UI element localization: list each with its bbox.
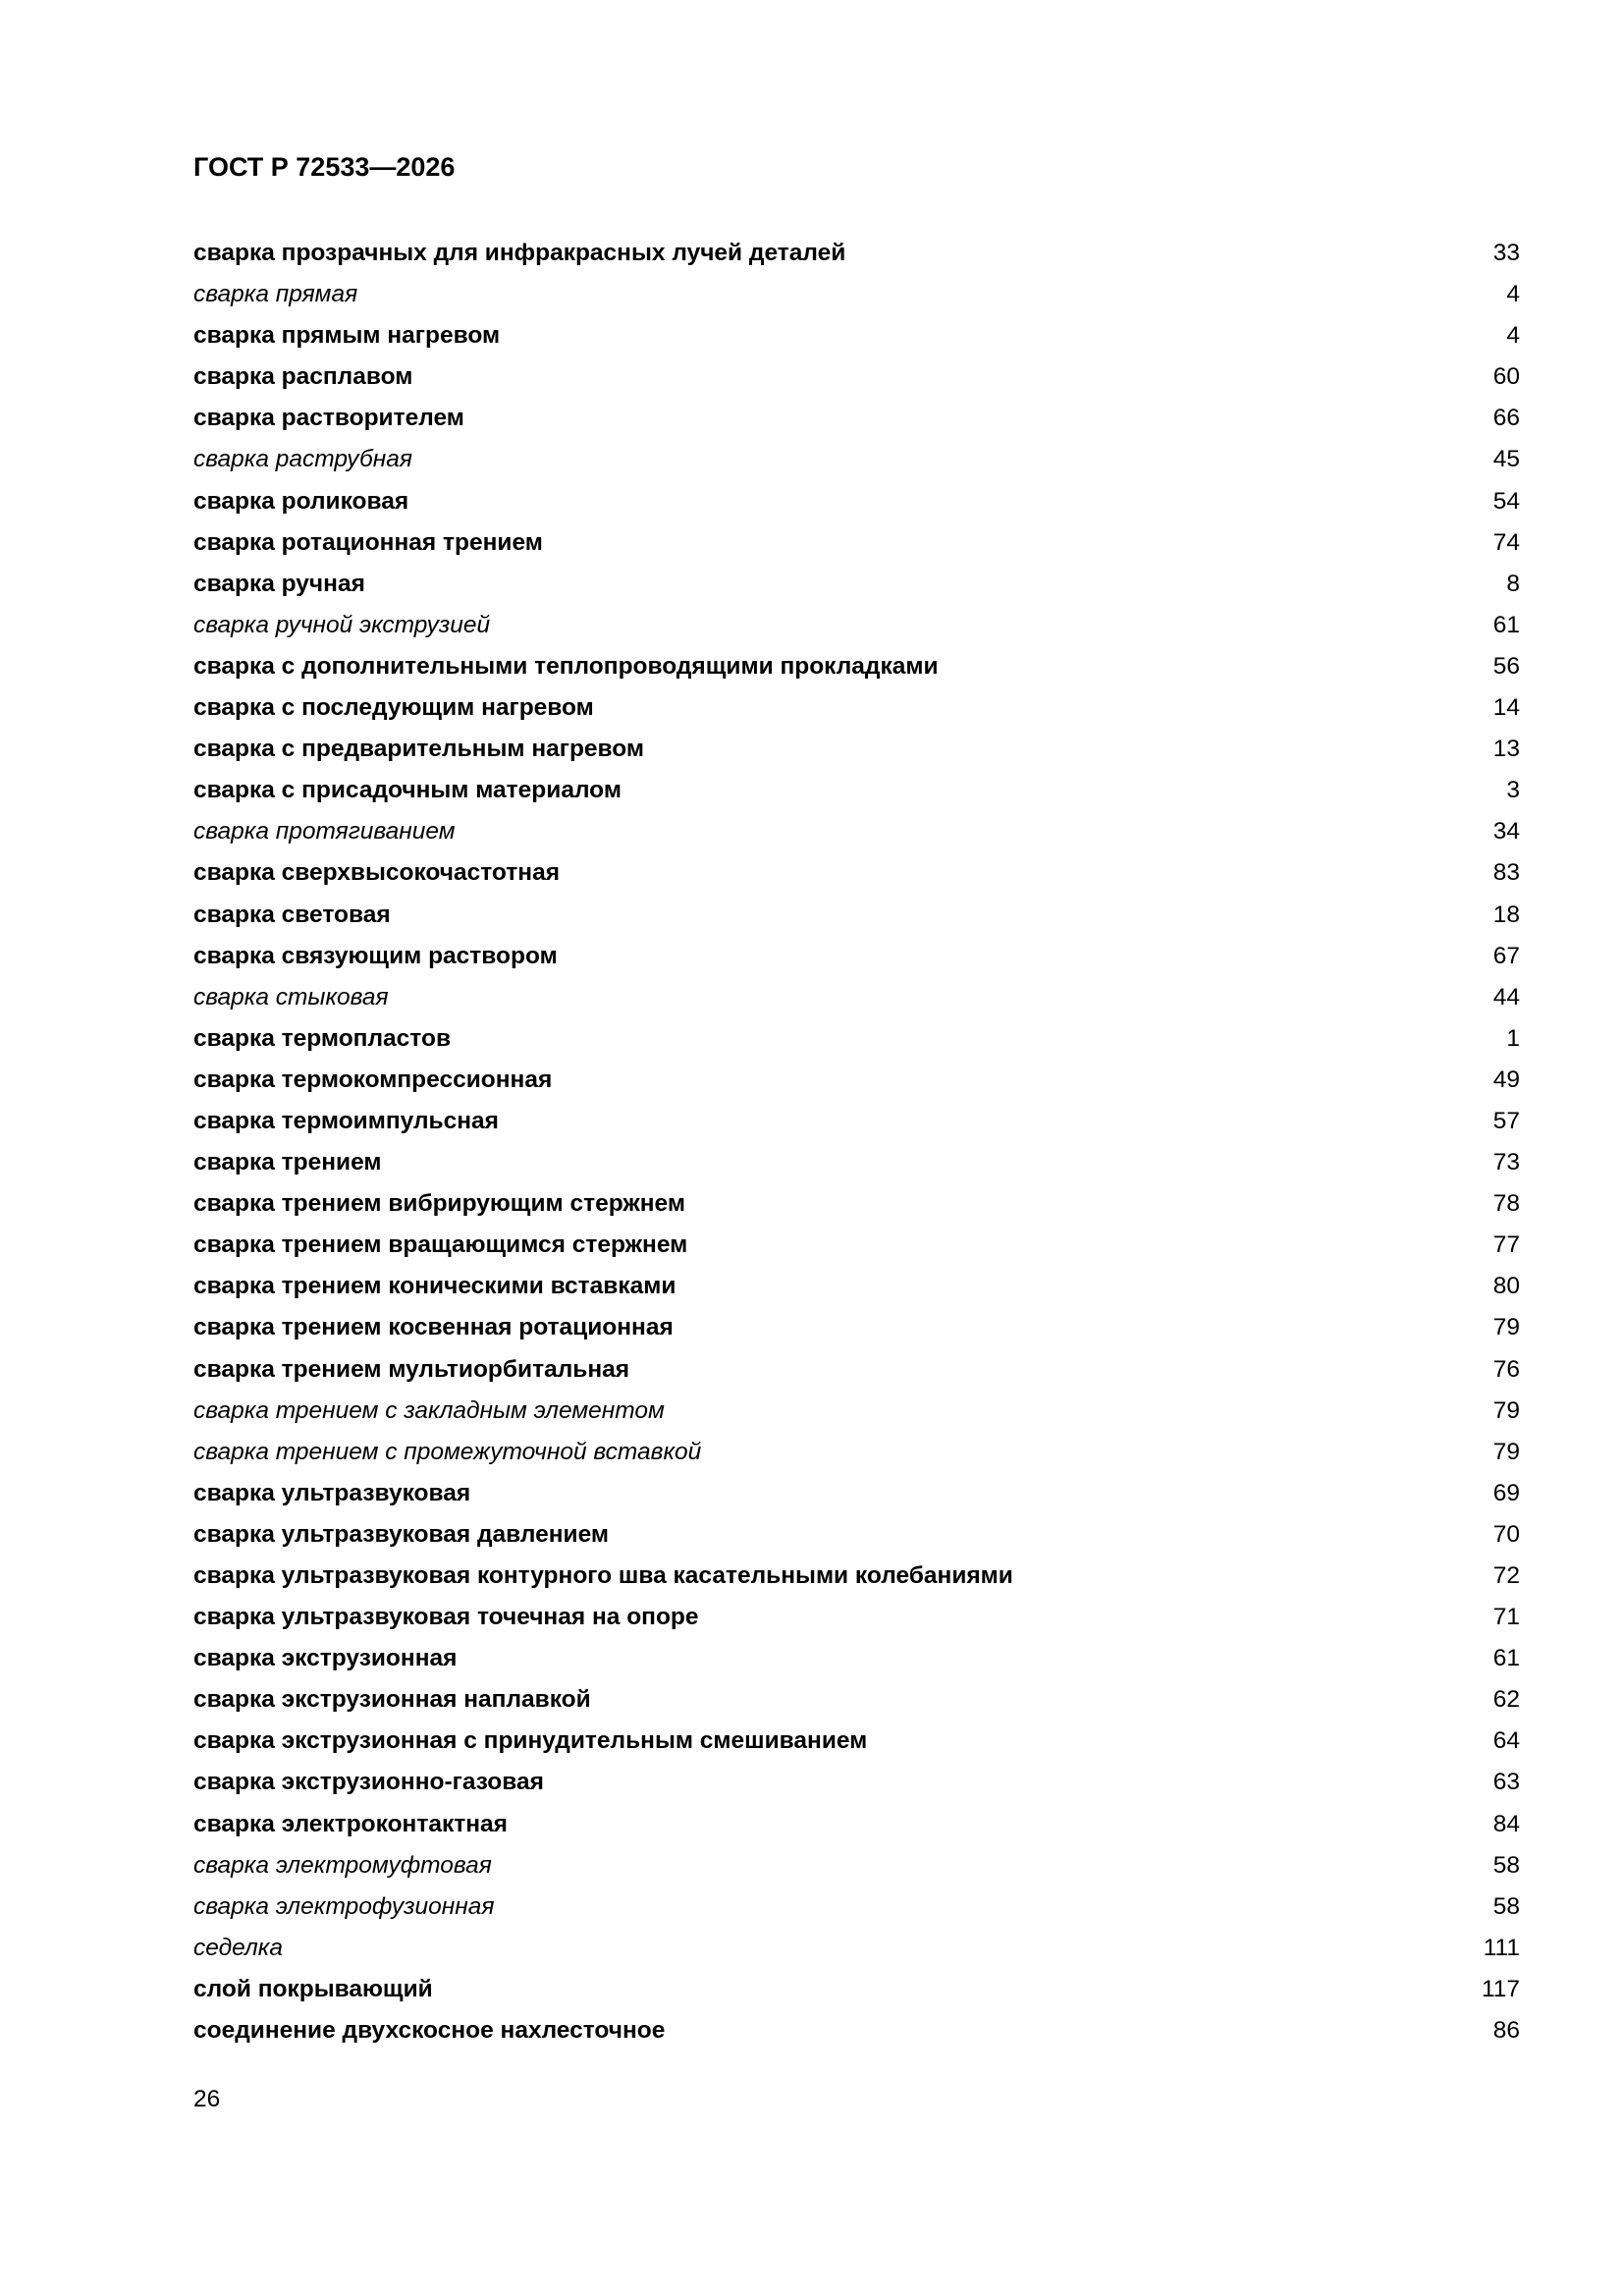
index-term-number: 58 bbox=[1492, 1892, 1520, 1920]
index-term: сварка электромуфтовая bbox=[193, 1851, 492, 1879]
index-entry bbox=[193, 522, 1520, 564]
index-term: сварка протягиванием bbox=[193, 818, 456, 846]
index-entry bbox=[193, 770, 1520, 811]
index-term-number: 74 bbox=[1492, 528, 1520, 556]
index-term-number: 58 bbox=[1492, 1851, 1520, 1879]
index-term: сварка трением с промежуточной вставкой bbox=[193, 1438, 702, 1465]
document-header: ГОСТ Р 72533—2026 bbox=[193, 152, 456, 182]
index-term: сварка трением вращающимся стержнем bbox=[193, 1231, 688, 1259]
index-term-number: 54 bbox=[1492, 487, 1520, 515]
index-entry bbox=[193, 564, 1520, 605]
index-term-number: 4 bbox=[1506, 281, 1520, 308]
index-entry bbox=[193, 1886, 1520, 1928]
index-term-number: 61 bbox=[1492, 1645, 1520, 1672]
index-entry bbox=[193, 895, 1520, 936]
index-term-number: 73 bbox=[1492, 1149, 1520, 1176]
index-term: седелка bbox=[193, 1934, 283, 1961]
index-entry bbox=[193, 1142, 1520, 1183]
index-entry bbox=[193, 481, 1520, 522]
index-entry bbox=[193, 398, 1520, 439]
index-entry bbox=[193, 646, 1520, 687]
index-term: сварка термокомпрессионная bbox=[193, 1066, 553, 1093]
index-term: сварка с последующим нагревом bbox=[193, 694, 594, 722]
index-term: соединение двухскосное нахлесточное bbox=[193, 2017, 666, 2045]
index-term-number: 78 bbox=[1492, 1190, 1520, 1218]
index-term-number: 3 bbox=[1506, 777, 1520, 804]
index-term: сварка экструзионная bbox=[193, 1645, 458, 1672]
index-term: сварка с дополнительными теплопроводящими прокладками bbox=[193, 652, 939, 680]
index-term-number: 49 bbox=[1492, 1066, 1520, 1093]
index-term-number: 70 bbox=[1492, 1520, 1520, 1548]
index-entry bbox=[193, 1432, 1520, 1473]
index-term-number: 111 bbox=[1483, 1934, 1520, 1961]
index-entry bbox=[193, 1183, 1520, 1225]
index-term-number: 71 bbox=[1492, 1604, 1520, 1631]
index-entry bbox=[193, 852, 1520, 894]
index-term-number: 60 bbox=[1492, 363, 1520, 391]
index-term: сварка термопластов bbox=[193, 1024, 451, 1052]
index-entry bbox=[193, 605, 1520, 646]
index-term-number: 45 bbox=[1492, 446, 1520, 473]
index-entry bbox=[193, 315, 1520, 356]
index-entry bbox=[193, 1556, 1520, 1597]
index-term: слой покрывающий bbox=[193, 1975, 433, 2002]
index-entry bbox=[193, 1473, 1520, 1514]
index-term-number: 8 bbox=[1506, 570, 1520, 597]
index-term-number: 79 bbox=[1492, 1438, 1520, 1465]
index-term-number: 34 bbox=[1492, 818, 1520, 846]
index-term: сварка трением коническими вставками bbox=[193, 1273, 676, 1300]
index-term: сварка световая bbox=[193, 901, 391, 928]
index-entry bbox=[193, 1225, 1520, 1266]
index-term: сварка экструзионная с принудительным смешиванием bbox=[193, 1727, 868, 1755]
index-entry bbox=[193, 1307, 1520, 1348]
index-entry bbox=[193, 233, 1520, 274]
index-term: сварка растворителем bbox=[193, 405, 464, 432]
index-term: сварка с предварительным нагревом bbox=[193, 736, 645, 763]
index-term: сварка экструзионно-газовая bbox=[193, 1769, 544, 1796]
index-term: сварка стыковая bbox=[193, 983, 389, 1011]
index-term-number: 69 bbox=[1492, 1479, 1520, 1506]
index-term-number: 77 bbox=[1492, 1231, 1520, 1259]
index-entry bbox=[193, 1018, 1520, 1060]
index-entry bbox=[193, 1597, 1520, 1638]
index-entry bbox=[193, 1804, 1520, 1845]
index-entry bbox=[193, 1928, 1520, 1969]
index-entry bbox=[193, 1514, 1520, 1556]
index-term: сварка роликовая bbox=[193, 487, 409, 515]
index-term: сварка прямым нагревом bbox=[193, 322, 501, 350]
index-term-number: 86 bbox=[1492, 2017, 1520, 2045]
index-term: сварка ручной экструзией bbox=[193, 611, 491, 638]
index-term-number: 18 bbox=[1492, 901, 1520, 928]
index-term: сварка ультразвуковая контурного шва касательными колебаниями bbox=[193, 1562, 1013, 1589]
index-term: сварка трением вибрирующим стержнем bbox=[193, 1190, 685, 1218]
index-term: сварка термоимпульсная bbox=[193, 1107, 499, 1134]
index-term: сварка трением мультиорбитальная bbox=[193, 1355, 630, 1383]
index-entry bbox=[193, 936, 1520, 977]
index-term-number: 56 bbox=[1492, 652, 1520, 680]
index-term-number: 57 bbox=[1492, 1107, 1520, 1134]
index-entry bbox=[193, 1721, 1520, 1762]
index-term-number: 62 bbox=[1492, 1686, 1520, 1714]
index-term-number: 1 bbox=[1506, 1024, 1520, 1052]
index-entry bbox=[193, 2010, 1520, 2051]
index-term: сварка прямая bbox=[193, 281, 358, 308]
index-term: сварка связующим раствором bbox=[193, 942, 558, 969]
index-entry bbox=[193, 1349, 1520, 1391]
index-term-number: 79 bbox=[1492, 1396, 1520, 1424]
index-term-number: 67 bbox=[1492, 942, 1520, 969]
index-term-number: 33 bbox=[1492, 240, 1520, 266]
index-term-number: 72 bbox=[1492, 1562, 1520, 1589]
page-number: 26 bbox=[193, 2086, 221, 2112]
index-entry bbox=[193, 811, 1520, 852]
index-term-number: 13 bbox=[1492, 736, 1520, 763]
index-term-number: 80 bbox=[1492, 1273, 1520, 1300]
index-term: сварка ультразвуковая точечная на опоре bbox=[193, 1604, 699, 1631]
index-entry bbox=[193, 1638, 1520, 1679]
index-entry bbox=[193, 1101, 1520, 1142]
index-entry bbox=[193, 729, 1520, 770]
index-term: сварка экструзионная наплавкой bbox=[193, 1686, 591, 1714]
index-term: сварка электрофузионная bbox=[193, 1892, 495, 1920]
index-entry bbox=[193, 687, 1520, 729]
index-entry bbox=[193, 1969, 1520, 2010]
index-entry bbox=[193, 977, 1520, 1018]
index-entry bbox=[193, 1391, 1520, 1432]
index-term-number: 63 bbox=[1492, 1769, 1520, 1796]
index-entry bbox=[193, 1266, 1520, 1307]
index-term: сварка электроконтактная bbox=[193, 1810, 508, 1837]
index-entry bbox=[193, 274, 1520, 315]
alphabetical-index-list bbox=[193, 233, 1520, 2051]
index-entry bbox=[193, 356, 1520, 398]
index-term: сварка ультразвуковая bbox=[193, 1479, 471, 1506]
index-term: сварка ультразвуковая давлением bbox=[193, 1520, 610, 1548]
index-term: сварка расплавом bbox=[193, 363, 413, 391]
index-term: сварка с присадочным материалом bbox=[193, 777, 622, 804]
index-term: сварка сверхвысокочастотная bbox=[193, 859, 561, 887]
index-term-number: 84 bbox=[1492, 1810, 1520, 1837]
index-entry bbox=[193, 439, 1520, 480]
index-term-number: 4 bbox=[1506, 322, 1520, 350]
index-term-number: 66 bbox=[1492, 405, 1520, 432]
index-entry bbox=[193, 1060, 1520, 1101]
index-entry bbox=[193, 1679, 1520, 1721]
index-term: сварка ручная bbox=[193, 570, 365, 597]
index-term-number: 44 bbox=[1492, 983, 1520, 1011]
index-entry bbox=[193, 1845, 1520, 1886]
index-term: сварка прозрачных для инфракрасных лучей деталей bbox=[193, 240, 846, 266]
index-entry bbox=[193, 1762, 1520, 1803]
index-term: сварка раструбная bbox=[193, 446, 412, 473]
index-term-number: 14 bbox=[1492, 694, 1520, 722]
index-term: сварка ротационная трением bbox=[193, 528, 543, 556]
index-term: сварка трением bbox=[193, 1149, 382, 1176]
index-term-number: 117 bbox=[1481, 1975, 1520, 2002]
index-term: сварка трением с закладным элементом bbox=[193, 1396, 665, 1424]
index-term-number: 61 bbox=[1492, 611, 1520, 638]
index-term-number: 76 bbox=[1492, 1355, 1520, 1383]
index-term: сварка трением косвенная ротационная bbox=[193, 1314, 674, 1341]
index-term-number: 79 bbox=[1492, 1314, 1520, 1341]
index-term-number: 83 bbox=[1492, 859, 1520, 887]
index-term-number: 64 bbox=[1492, 1727, 1520, 1755]
